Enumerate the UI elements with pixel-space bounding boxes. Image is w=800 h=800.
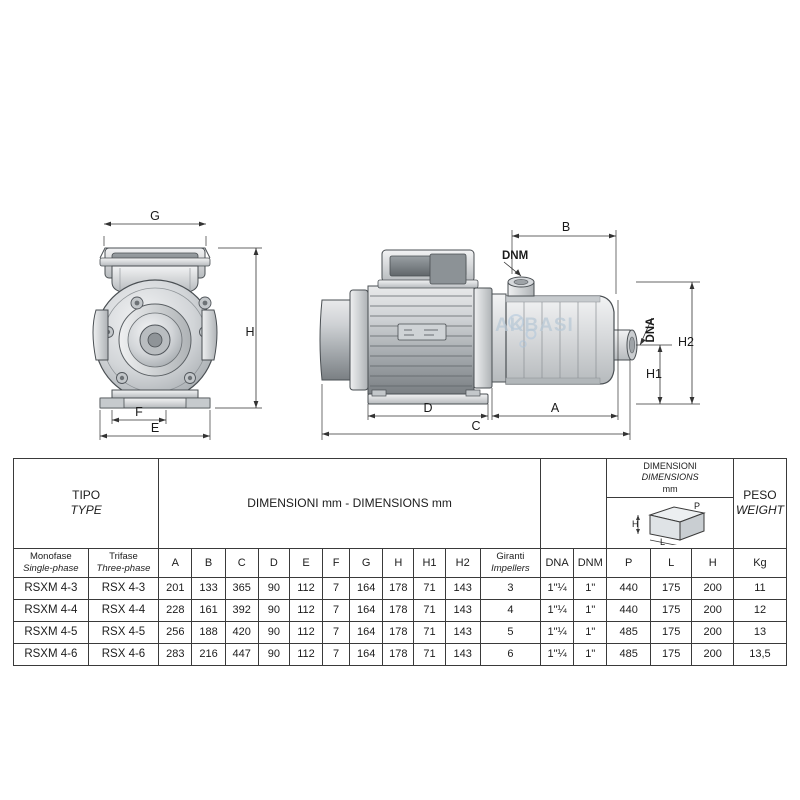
subheader-B: B	[192, 548, 225, 577]
cell-C: 447	[225, 643, 258, 665]
table-header-row-1	[14, 459, 787, 498]
cell-L: 175	[650, 577, 692, 599]
subheader-impellers	[480, 548, 540, 577]
cell-C: 420	[225, 621, 258, 643]
table-row	[14, 577, 787, 599]
subheader-P: P	[607, 548, 651, 577]
front-view	[93, 209, 262, 440]
cell-P: 440	[607, 599, 651, 621]
dim-label-E: E	[150, 421, 160, 435]
subheader-DNA: DNA	[540, 548, 573, 577]
header-weight-en: WEIGHT	[735, 503, 784, 518]
dim-label-H2: H2	[678, 335, 694, 349]
dim-label-G: G	[150, 209, 160, 223]
cell-DNM: 1"	[574, 621, 607, 643]
table-row	[14, 621, 787, 643]
header-type-it: TIPO	[72, 488, 101, 503]
cell-G: 164	[350, 599, 383, 621]
svg-text:L: L	[660, 536, 666, 545]
subheader-L: L	[650, 548, 692, 577]
cell-L: 175	[650, 643, 692, 665]
subheader-single-phase-it: Monofase	[29, 550, 72, 562]
header-dimensions: DIMENSIONI mm - DIMENSIONS mm	[159, 459, 541, 549]
cell-impellers: 5	[480, 621, 540, 643]
cell-F: 7	[323, 621, 350, 643]
subheader-Hbox: H	[692, 548, 734, 577]
cell-G: 164	[350, 577, 383, 599]
header-packaging-it: DIMENSIONI	[643, 461, 697, 471]
subheader-single-phase-en: Single-phase	[23, 562, 79, 574]
cell-B: 161	[192, 599, 225, 621]
cell-H2: 143	[445, 599, 480, 621]
subheader-F: F	[323, 548, 350, 577]
subheader-A: A	[159, 548, 192, 577]
subheader-three-phase-en: Three-phase	[96, 562, 151, 574]
cell-Hbox: 200	[692, 599, 734, 621]
table-subheader-row	[14, 548, 787, 577]
cell-E: 112	[289, 643, 322, 665]
cell-L: 175	[650, 599, 692, 621]
cell-E: 112	[289, 599, 322, 621]
cell-B: 188	[192, 621, 225, 643]
cell-single-phase: RSXM 4-5	[14, 621, 89, 643]
dim-label-B: B	[561, 220, 571, 234]
cell-A: 201	[159, 577, 192, 599]
cell-P: 440	[607, 577, 651, 599]
cell-H1: 71	[414, 577, 445, 599]
header-packaging-dimensions	[607, 459, 734, 498]
cell-three-phase: RSX 4-3	[88, 577, 159, 599]
cell-three-phase: RSX 4-4	[88, 599, 159, 621]
cell-D: 90	[258, 643, 289, 665]
table-row	[14, 599, 787, 621]
cell-three-phase: RSX 4-5	[88, 621, 159, 643]
cell-H2: 143	[445, 577, 480, 599]
cell-Hdim: 178	[383, 599, 414, 621]
header-type	[14, 459, 159, 549]
subheader-D: D	[258, 548, 289, 577]
cell-B: 133	[192, 577, 225, 599]
cell-weight: 11	[733, 577, 786, 599]
table-row	[14, 643, 787, 665]
cell-Hdim: 178	[383, 577, 414, 599]
cell-DNA: 1"¼	[540, 621, 573, 643]
side-view	[320, 220, 700, 440]
cell-H1: 71	[414, 621, 445, 643]
subheader-impellers-en: Impellers	[491, 562, 530, 574]
subheader-E: E	[289, 548, 322, 577]
header-type-en: TYPE	[70, 503, 102, 518]
subheader-three-phase	[88, 548, 159, 577]
header-packaging-en: DIMENSIONS	[641, 472, 699, 483]
cell-Hbox: 200	[692, 621, 734, 643]
subheader-single-phase	[14, 548, 89, 577]
specification-table-wrapper	[13, 458, 787, 666]
subheader-kg: Kg	[733, 548, 786, 577]
cell-F: 7	[323, 599, 350, 621]
subheader-Hdim: H	[383, 548, 414, 577]
cell-DNA: 1"¼	[540, 599, 573, 621]
subheader-three-phase-it: Trifase	[109, 550, 138, 562]
cell-DNA: 1"¼	[540, 577, 573, 599]
dim-label-A: A	[550, 401, 560, 415]
cell-C: 365	[225, 577, 258, 599]
cell-H1: 71	[414, 599, 445, 621]
cell-G: 164	[350, 621, 383, 643]
dim-label-F: F	[135, 405, 143, 419]
cell-weight: 13	[733, 621, 786, 643]
box-cube-icon	[622, 501, 718, 545]
cell-impellers: 6	[480, 643, 540, 665]
cell-L: 175	[650, 621, 692, 643]
dim-label-D: D	[423, 401, 433, 415]
cell-Hdim: 178	[383, 643, 414, 665]
cell-Hdim: 178	[383, 621, 414, 643]
cell-B: 216	[192, 643, 225, 665]
cell-P: 485	[607, 621, 651, 643]
cell-A: 228	[159, 599, 192, 621]
dim-label-C: C	[471, 419, 481, 433]
cell-impellers: 3	[480, 577, 540, 599]
subheader-C: C	[225, 548, 258, 577]
header-weight	[733, 459, 786, 549]
cell-weight: 12	[733, 599, 786, 621]
cell-H1: 71	[414, 643, 445, 665]
svg-text:H: H	[632, 518, 639, 529]
cell-Hbox: 200	[692, 577, 734, 599]
cell-single-phase: RSXM 4-6	[14, 643, 89, 665]
dim-label-DNA: DNA	[645, 317, 657, 343]
cell-F: 7	[323, 643, 350, 665]
cell-F: 7	[323, 577, 350, 599]
cell-DNM: 1"	[574, 643, 607, 665]
specification-table	[13, 458, 787, 666]
subheader-H2: H2	[445, 548, 480, 577]
cell-DNA: 1"¼	[540, 643, 573, 665]
dim-label-DNM: DNM	[502, 250, 529, 262]
packaging-cube-icon-cell	[607, 497, 734, 548]
cell-E: 112	[289, 621, 322, 643]
cell-single-phase: RSXM 4-4	[14, 599, 89, 621]
cell-DNM: 1"	[574, 599, 607, 621]
cell-P: 485	[607, 643, 651, 665]
cell-single-phase: RSXM 4-3	[14, 577, 89, 599]
cell-Hbox: 200	[692, 643, 734, 665]
cell-D: 90	[258, 599, 289, 621]
cell-A: 283	[159, 643, 192, 665]
cell-DNM: 1"	[574, 577, 607, 599]
subheader-G: G	[350, 548, 383, 577]
cell-weight: 13,5	[733, 643, 786, 665]
cell-A: 256	[159, 621, 192, 643]
subheader-H1: H1	[414, 548, 445, 577]
subheader-DNM: DNM	[574, 548, 607, 577]
cell-three-phase: RSX 4-6	[88, 643, 159, 665]
cell-impellers: 4	[480, 599, 540, 621]
header-weight-it: PESO	[743, 487, 777, 502]
cell-E: 112	[289, 577, 322, 599]
cell-D: 90	[258, 577, 289, 599]
dim-label-H: H	[245, 325, 255, 339]
svg-text:P: P	[694, 500, 701, 511]
watermark-text: AKBASI	[495, 315, 574, 336]
dim-label-H1: H1	[646, 367, 662, 381]
subheader-impellers-it: Giranti	[496, 550, 525, 562]
cell-H2: 143	[445, 621, 480, 643]
cell-C: 392	[225, 599, 258, 621]
cell-H2: 143	[445, 643, 480, 665]
header-packaging-unit: mm	[662, 483, 678, 494]
cell-G: 164	[350, 643, 383, 665]
cell-D: 90	[258, 621, 289, 643]
